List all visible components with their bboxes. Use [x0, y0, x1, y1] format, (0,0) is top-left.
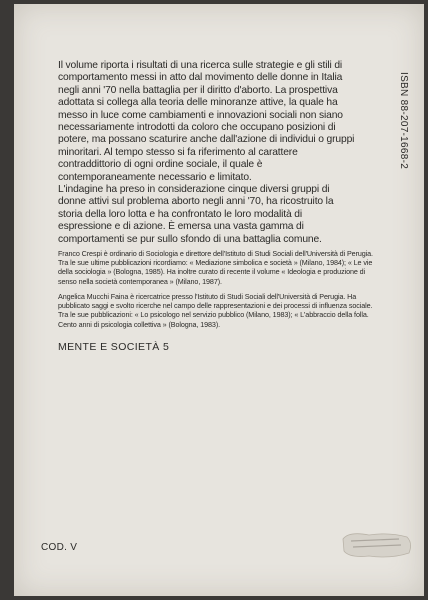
blurb	[58, 60, 358, 246]
author-bio-mucchi-faina: Angelica Mucchi Faina è ricercatrice presso l'Istituto di Studi Sociali dell'Università di Perugia. Ha pubblicato saggi e svolto ricerche nel campo delle rappresentazioni e dei processi di influenza sociale. Tra le sue pubblicazioni: « Lo psicologo nel servizio pubblico (Milano, 1983); « L'abbraccio della folla. Cento anni di psicologia collettiva » (Bologna, 1983).	[58, 292, 373, 329]
price-sticker-residue	[339, 529, 414, 559]
author-bio-crespi: Franco Crespi è ordinario di Sociologia e direttore dell'Istituto di Studi Sociali dell'Università di Perugia. Tra le sue ultime pubblicazioni ricordiamo: « Mediazione simbolica e società » (Milano, 1984); « Le vie della sociologia » (Bologna, 1985). Ha inoltre curato di recente il volume « Ideologia e produzione di senso nella società contemporanea » (Milano, 1987).	[58, 249, 373, 286]
isbn-code: ISBN 88-207-1668-2	[398, 72, 409, 170]
blurb-paragraph-1: Il volume riporta i risultati di una ricerca sulle strategie e gli stili di comportamento messi in atto dal movimento delle donne in Italia negli anni '70 nella battaglia per il diritto d'aborto. La prospettiva adottata si collega alla teoria delle minoranze attive, la quale ha messo in luce come cambiamenti e innovazioni sociali non siano necessariamente introdotti da coloro che occupano posizioni di potere, ma possano scaturire anche dall'azione di individui o gruppi minoritari. Al tempo stesso si fa riferimento al carattere contraddittorio di ogni ordine sociale, il quale è contemporaneamente necessario e limitato.	[58, 60, 355, 183]
back-cover	[14, 4, 424, 596]
series-title: MENTE E SOCIETÀ 5	[58, 341, 170, 353]
price-code: COD. V	[41, 542, 78, 553]
blurb-paragraph-2: L'indagine ha preso in considerazione cinque diversi gruppi di donne attivi sul problema aborto negli anni '70, ha ricostruito la storia della loro lotta e ha confrontato le loro modalità di espressione e di azione. È emersa una vasta gamma di comportamenti se pur sullo sfondo di una battaglia comune.	[58, 184, 334, 245]
